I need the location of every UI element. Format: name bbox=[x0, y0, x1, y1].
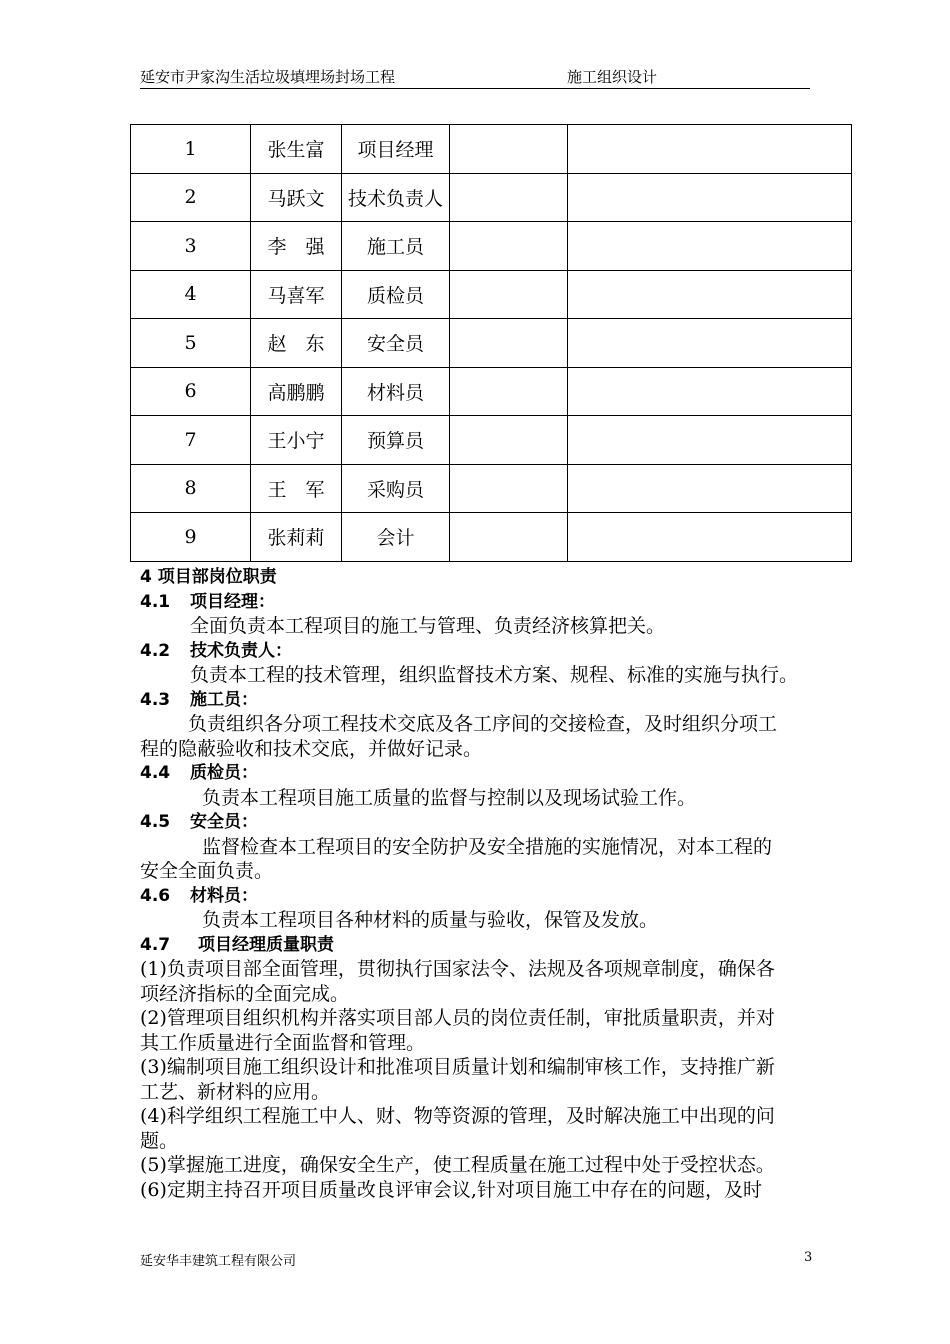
subsection-title: 质检员： bbox=[190, 763, 258, 783]
empty-cell bbox=[568, 513, 852, 562]
paragraph-line: 安全全面负责。 bbox=[140, 860, 274, 882]
subsection-heading bbox=[140, 761, 820, 786]
subsection-title: 技术负责人： bbox=[190, 640, 292, 661]
paragraph-line: 负责组织各分项工程技术交底及各工序间的交接检查，及时组织分项工 bbox=[188, 713, 778, 735]
subsection-title: 项目经理： bbox=[190, 591, 275, 612]
empty-cell bbox=[450, 173, 568, 222]
staff-name: 李 强 bbox=[251, 222, 342, 271]
section-title: 4 项目部岗位职责 bbox=[140, 567, 277, 587]
table-row bbox=[131, 416, 852, 465]
subsection-title: 安全员： bbox=[190, 812, 258, 832]
staff-role: 项目经理 bbox=[342, 125, 450, 174]
empty-cell bbox=[450, 513, 568, 562]
staff-role: 质检员 bbox=[342, 270, 450, 319]
footer-company: 延安华丰建筑工程有限公司 bbox=[140, 1254, 297, 1269]
subsection-title: 材料员： bbox=[190, 885, 258, 906]
empty-cell bbox=[450, 367, 568, 416]
paragraph: 负责本工程的技术管理，组织监督技术方案、规程、标准的实施与执行。 bbox=[190, 664, 799, 686]
staff-role: 材料员 bbox=[342, 367, 450, 416]
empty-cell bbox=[568, 367, 852, 416]
staff-role: 施工员 bbox=[342, 222, 450, 271]
subsection-number: 4.4 bbox=[140, 763, 171, 783]
duty-line: 其工作质量进行全面监督和管理。 bbox=[140, 1031, 426, 1054]
staff-name: 马跃文 bbox=[251, 173, 342, 222]
subsection-heading bbox=[140, 884, 820, 909]
subsection-heading bbox=[140, 639, 820, 664]
subsection-title: 施工员： bbox=[190, 689, 258, 710]
empty-cell bbox=[450, 270, 568, 319]
table-row bbox=[131, 222, 852, 271]
subsection-number: 4.7 bbox=[140, 934, 171, 955]
paragraph-line: 监督检查本工程项目的安全防护及安全措施的实施情况，对本工程的 bbox=[202, 835, 773, 858]
row-number: 7 bbox=[131, 416, 251, 465]
staff-role: 会计 bbox=[342, 513, 450, 562]
row-number: 3 bbox=[131, 222, 251, 271]
table-row bbox=[131, 464, 852, 513]
staff-role: 安全员 bbox=[342, 319, 450, 368]
duty-line: (6)定期主持召开项目质量改良评审会议,针对项目施工中存在的问题，及时 bbox=[140, 1178, 762, 1201]
empty-cell bbox=[568, 270, 852, 319]
row-number: 4 bbox=[131, 270, 251, 319]
staff-name: 张莉莉 bbox=[251, 513, 342, 562]
subsection-heading bbox=[140, 590, 820, 615]
staff-name: 赵 东 bbox=[251, 319, 342, 368]
subsection-number: 4.2 bbox=[140, 640, 171, 661]
empty-cell bbox=[568, 222, 852, 271]
paragraph: 负责本工程项目施工质量的监督与控制以及现场试验工作。 bbox=[202, 786, 697, 809]
duty-line: (1)负责项目部全面管理，贯彻执行国家法令、法规及各项规章制度，确保各 bbox=[140, 958, 775, 980]
empty-cell bbox=[450, 319, 568, 368]
staff-name: 王小宁 bbox=[251, 416, 342, 465]
paragraph: 负责本工程项目各种材料的质量与验收，保管及发放。 bbox=[202, 909, 659, 931]
row-number: 5 bbox=[131, 319, 251, 368]
staff-table bbox=[130, 124, 852, 562]
empty-cell bbox=[450, 125, 568, 174]
table-row bbox=[131, 513, 852, 562]
subsection-title: 项目经理质量职责 bbox=[198, 934, 334, 955]
page-number: 3 bbox=[804, 1250, 813, 1265]
table-row bbox=[131, 270, 852, 319]
duty-line: (3)编制项目施工组织设计和批准项目质量计划和编制审核工作，支持推广新 bbox=[140, 1056, 775, 1078]
subsection-number: 4.5 bbox=[140, 812, 171, 832]
staff-name: 马喜军 bbox=[251, 270, 342, 319]
staff-role: 采购员 bbox=[342, 464, 450, 513]
staff-name: 张生富 bbox=[251, 125, 342, 174]
header-doc-type: 施工组织设计 bbox=[567, 68, 658, 86]
empty-cell bbox=[568, 416, 852, 465]
empty-cell bbox=[568, 464, 852, 513]
subsection-number: 4.6 bbox=[140, 885, 171, 906]
row-number: 9 bbox=[131, 513, 251, 562]
page-header bbox=[140, 64, 810, 89]
staff-name: 高鹏鹏 bbox=[251, 367, 342, 416]
header-project-title: 延安市尹家沟生活垃圾填埋场封场工程 bbox=[140, 68, 396, 86]
staff-role: 预算员 bbox=[342, 416, 450, 465]
table-row bbox=[131, 367, 852, 416]
duty-line: (5)掌握施工进度，确保安全生产，使工程质量在施工过程中处于受控状态。 bbox=[140, 1154, 775, 1176]
paragraph-line: 程的隐蔽验收和技术交底，并做好记录。 bbox=[140, 737, 483, 760]
paragraph: 全面负责本工程项目的施工与管理、负责经济核算把关。 bbox=[190, 615, 666, 637]
table-row bbox=[131, 125, 852, 174]
duty-line: (2)管理项目组织机构并落实项目部人员的岗位责任制，审批质量职责，并对 bbox=[140, 1007, 775, 1029]
row-number: 1 bbox=[131, 125, 251, 174]
staff-role: 技术负责人 bbox=[342, 173, 450, 222]
empty-cell bbox=[568, 173, 852, 222]
subsection-number: 4.1 bbox=[140, 591, 171, 612]
staff-name: 王 军 bbox=[251, 464, 342, 513]
duty-line: 题。 bbox=[140, 1129, 179, 1152]
empty-cell bbox=[450, 416, 568, 465]
duty-line: (4)科学组织工程施工中人、财、物等资源的管理，及时解决施工中出现的问 bbox=[140, 1105, 775, 1127]
row-number: 2 bbox=[131, 173, 251, 222]
subsection-heading bbox=[140, 933, 820, 958]
empty-cell bbox=[568, 125, 852, 174]
duty-line: 项经济指标的全面完成。 bbox=[140, 982, 350, 1005]
subsection-heading bbox=[140, 688, 820, 713]
row-number: 6 bbox=[131, 367, 251, 416]
section-content bbox=[140, 565, 820, 1202]
empty-cell bbox=[568, 319, 852, 368]
table-row bbox=[131, 173, 852, 222]
empty-cell bbox=[450, 464, 568, 513]
empty-cell bbox=[450, 222, 568, 271]
row-number: 8 bbox=[131, 464, 251, 513]
duty-line: 工艺、新材料的应用。 bbox=[140, 1080, 331, 1103]
subsection-heading bbox=[140, 810, 820, 835]
table-row bbox=[131, 319, 852, 368]
subsection-number: 4.3 bbox=[140, 689, 171, 710]
